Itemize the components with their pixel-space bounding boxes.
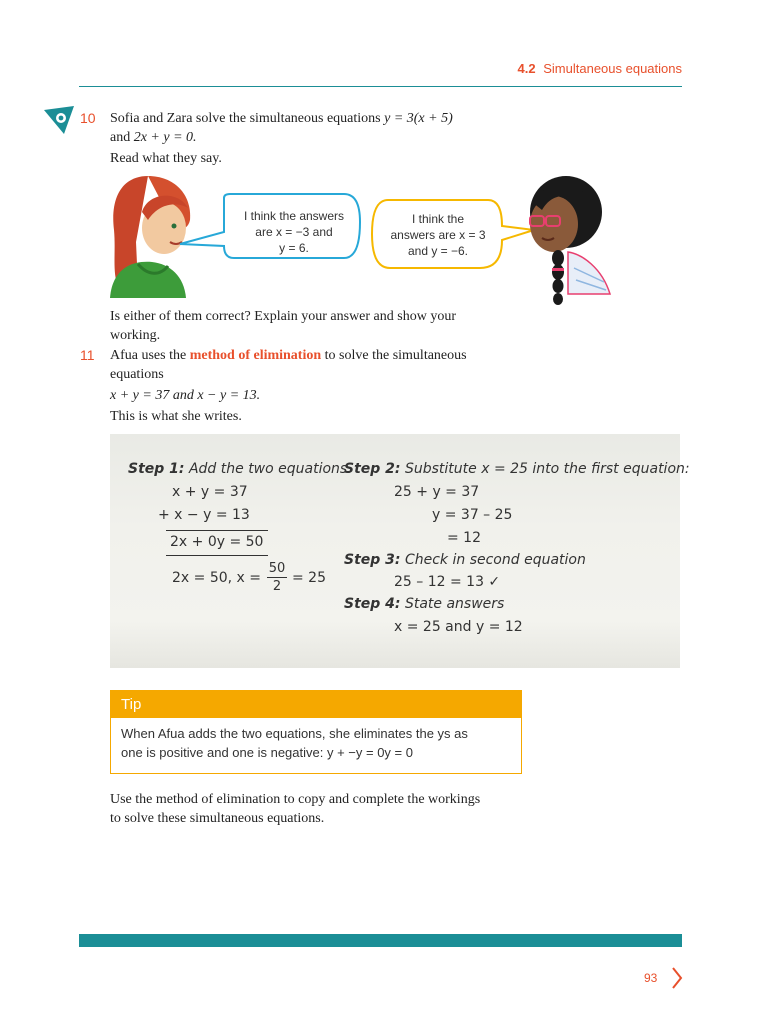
- q11-line-1: Afua uses the method of elimination to solve the simultaneous: [110, 348, 467, 363]
- step-2-line-3: = 12: [447, 530, 481, 546]
- q11-line-2: equations: [110, 367, 164, 382]
- zara-illustration: [512, 172, 616, 312]
- page-number: 93: [644, 971, 658, 985]
- step-2-line-1: 25 + y = 37: [394, 484, 480, 500]
- fraction-denominator: 2: [272, 579, 282, 594]
- footer-band: [79, 934, 682, 947]
- q10-text: [110, 109, 530, 168]
- instruction-text: Use the method of elimination to copy and complete the workings to solve these simultaneous equations.: [110, 792, 481, 826]
- section-number: 4.2: [517, 61, 536, 76]
- tip-line-2: one is positive and one is negative: y + −y = 0y = 0: [121, 745, 413, 760]
- section-header: [518, 61, 682, 76]
- sofia-bubble-text: I think the answers are x = −3 and y = 6.: [243, 209, 345, 255]
- q11-line-4: This is what she writes.: [110, 409, 242, 424]
- next-page-chevron-icon[interactable]: [670, 966, 684, 990]
- step-4-line-1: x = 25 and y = 12: [394, 619, 523, 635]
- step-2: Step 2: Substitute x = 25 into the first equation:: [344, 461, 690, 477]
- step-1: Step 1: Add the two equations.: [128, 461, 352, 477]
- key-term-method-of-elimination: method of elimination: [189, 348, 322, 363]
- zara-bubble-text: I think the answers are x = 3 and y = −6.: [390, 212, 486, 258]
- section-title: Simultaneous equations: [543, 61, 682, 76]
- step-3: Step 3: Check in second equation: [344, 552, 586, 568]
- tip-box: [110, 690, 522, 774]
- question-number-11: 11: [80, 347, 95, 363]
- problem-solving-icon: [42, 104, 76, 136]
- step-1-eq-4-result: = 25: [292, 570, 326, 586]
- step-2-line-2: y = 37 – 25: [432, 507, 513, 523]
- step-1-eq-4: 2x = 50, x =: [172, 570, 262, 586]
- q10-line-2: and 2x + y = 0.: [110, 130, 197, 145]
- question-number-10: 10: [80, 110, 96, 126]
- q10-line-3: Read what they say.: [110, 151, 222, 166]
- q11-line-3: x + y = 37 and x − y = 13.: [110, 388, 261, 403]
- step-1-eq-1: x + y = 37: [172, 484, 248, 500]
- tip-heading: Tip: [111, 691, 521, 718]
- sum-rule-top: [166, 530, 268, 531]
- step-3-line-1: 25 – 12 = 13 ✓: [394, 574, 501, 590]
- step-1-eq-3: 2x + 0y = 50: [170, 534, 264, 550]
- header-rule: [79, 86, 682, 87]
- step-4: Step 4: State answers: [344, 596, 505, 612]
- sum-rule-bottom: [166, 555, 268, 556]
- tip-body: [111, 718, 521, 762]
- fraction-numerator: 50: [268, 561, 286, 576]
- tip-line-1: When Afua adds the two equations, she eliminates the ys as: [121, 726, 468, 741]
- q11-text: [110, 346, 530, 426]
- q10-line-1: Sofia and Zara solve the simultaneous equations y = 3(x + 5): [110, 111, 453, 126]
- fraction-bar: [267, 577, 287, 578]
- step-1-eq-2: + x − y = 13: [158, 507, 250, 523]
- q10-question: Is either of them correct? Explain your answer and show your working.: [110, 309, 456, 343]
- working-content: [110, 434, 690, 668]
- fraction: [267, 561, 287, 594]
